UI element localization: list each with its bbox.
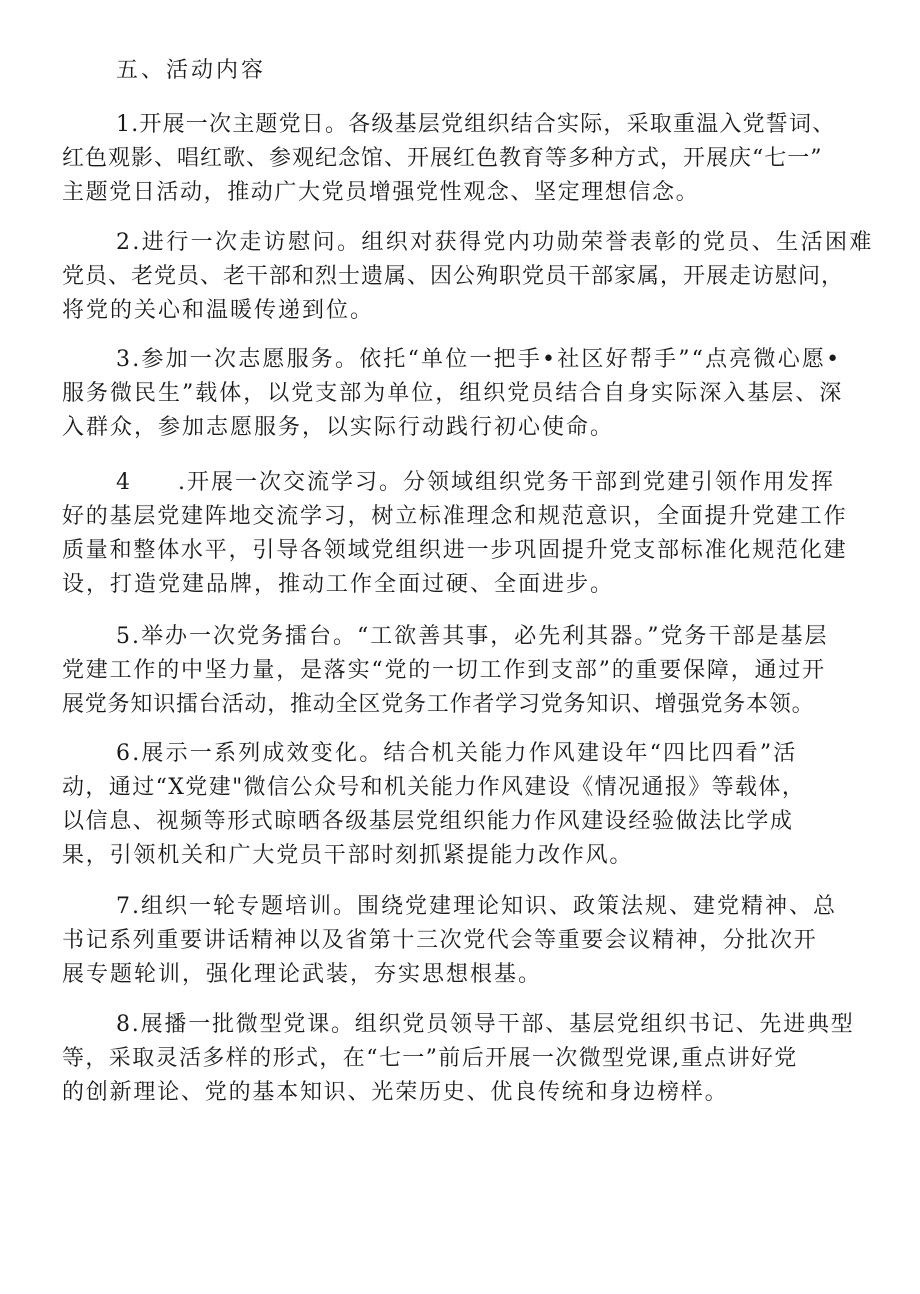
paragraph-1 bbox=[62, 108, 892, 210]
paragraph-line: 2.进行一次走访慰问。组织对获得党内功勋荣誉表彰的党员、生活困难 bbox=[116, 230, 874, 255]
item-title-text: .开展一次交流学习。分领域组织党务干部到党建引领作用发挥 bbox=[178, 470, 835, 495]
paragraph-line: 质量和整体水平，引导各领域党组织进一步巩固提升党支部标准化规范化建 bbox=[62, 538, 848, 563]
paragraph-4 bbox=[62, 466, 892, 602]
paragraph-line: 红色观影、唱红歌、参观纪念馆、开展红色教育等多种方式，开展庆“七一” bbox=[62, 146, 823, 171]
paragraph-2 bbox=[62, 226, 892, 328]
paragraph-line: 6.展示一系列成效变化。结合机关能力作风建设年“四比四看”活 bbox=[116, 741, 798, 766]
paragraph-line: 展党务知识擂台活动，推动全区党务工作者学习党务知识、增强党务本领。 bbox=[62, 692, 815, 717]
paragraph-5 bbox=[62, 620, 892, 722]
paragraph-line: 5.举办一次党务擂台。“工欲善其事，必先利其器。”党务干部是基层 bbox=[116, 624, 829, 649]
paragraph-8 bbox=[62, 1008, 892, 1110]
paragraph-3 bbox=[62, 343, 892, 445]
paragraph-line: 服务微民生”载体，以党支部为单位，组织党员结合自身实际深入基层、深 bbox=[62, 381, 844, 406]
paragraph-line: 的创新理论、党的基本知识、光荣历史、优良传统和身边榜样。 bbox=[62, 1080, 729, 1105]
paragraph-line: 果，引领机关和广大党员干部时刻抓紧提能力改作风。 bbox=[62, 843, 634, 868]
paragraph-line: 展专题轮训，强化理论武装，夯实思想根基。 bbox=[62, 962, 543, 987]
paragraph-line: 设，打造党建品牌，推动工作全面过硬、全面进步。 bbox=[62, 572, 615, 597]
paragraph-line: 党员、老党员、老干部和烈士遗属、因公殉职党员干部家属，开展走访慰问， bbox=[62, 264, 845, 289]
item-number: 4 bbox=[116, 470, 132, 495]
paragraph-line: 书记系列重要讲话精神以及省第十三次党代会等重要会议精神，分批次开 bbox=[62, 928, 818, 953]
paragraph-line: 3.参加一次志愿服务。依托“单位一把手•社区好帮手”“点亮微心愿• bbox=[116, 347, 842, 372]
paragraph-line: 将党的关心和温暖传递到位。 bbox=[62, 298, 375, 323]
paragraph-line: 党建工作的中坚力量，是落实“党的一切工作到支部”的重要保障，通过开 bbox=[62, 658, 826, 683]
paragraph-line: 入群众，参加志愿服务，以实际行动践行初心使命。 bbox=[62, 415, 615, 440]
paragraph-6 bbox=[62, 737, 892, 873]
paragraph-line: 等，采取灵活多样的形式，在“七一”前后开展一次微型党课,重点讲好党 bbox=[62, 1046, 798, 1071]
paragraph-line: 1.开展一次主题党日。各级基层党组织结合实际，采取重温入党誓词、 bbox=[116, 112, 836, 137]
paragraph-7 bbox=[62, 890, 892, 992]
paragraph-line: 主题党日活动，推动广大党员增强党性观念、坚定理想信念。 bbox=[62, 180, 700, 205]
paragraph-line: 8.展播一批微型党课。组织党员领导干部、基层党组织书记、先进典型 bbox=[116, 1012, 855, 1037]
paragraph-line: 好的基层党建阵地交流学习，树立标准理念和规范意识，全面提升党建工作 bbox=[62, 504, 848, 529]
paragraph-line: 7.组织一轮专题培训。围绕党建理论知识、政策法规、建党精神、总 bbox=[116, 894, 837, 919]
paragraph-line: 动，通过“X党建"微信公众号和机关能力作风建设《情况通报》等载体， bbox=[62, 775, 806, 800]
section-heading: 五、活动内容 bbox=[116, 58, 267, 83]
paragraph-line bbox=[62, 466, 892, 500]
paragraph-line: 以信息、视频等形式晾晒各级基层党组织能力作风建设经验做法比学成 bbox=[62, 809, 794, 834]
